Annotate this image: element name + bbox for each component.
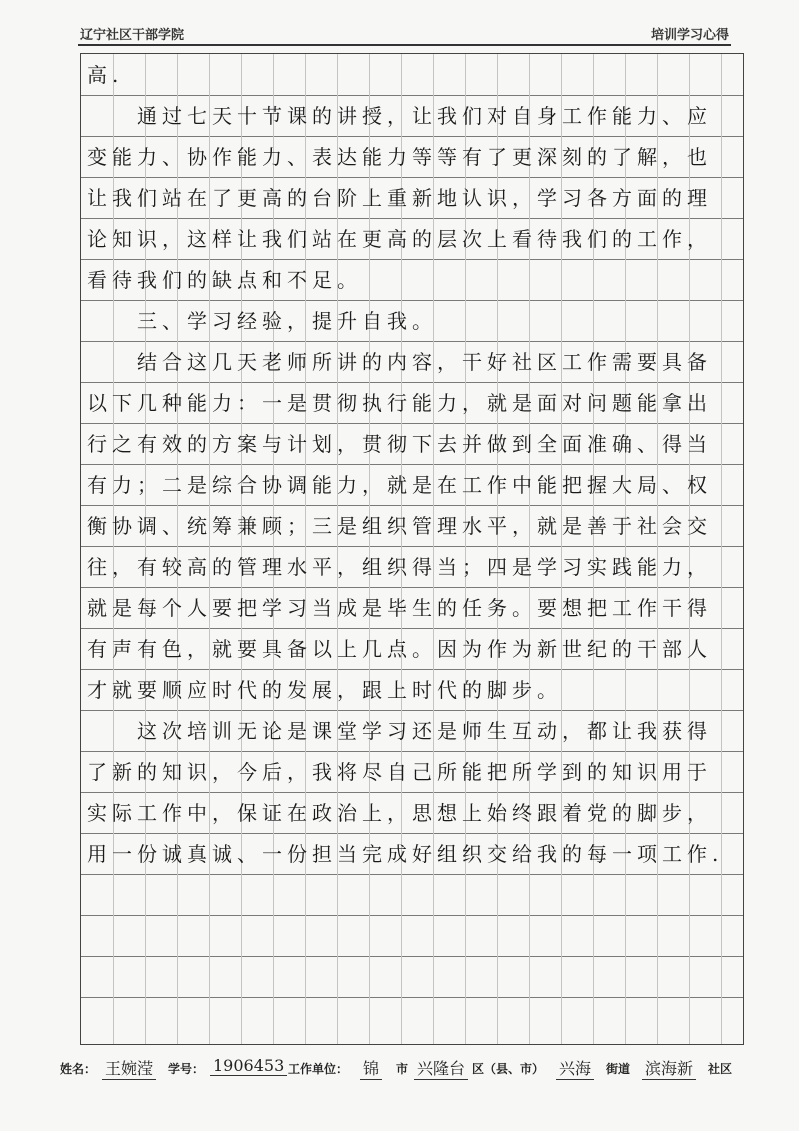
essay-line: 高.: [87, 63, 124, 87]
essay-text: [81, 54, 743, 1044]
essay-line: 用一份诚真诚、一份担当完成好组织交给我的每一项工作.: [87, 842, 724, 866]
writing-grid: [80, 53, 744, 1045]
district-value: 兴隆台: [414, 1056, 468, 1080]
city-value: 锦: [360, 1056, 382, 1080]
name-label: 姓名：: [60, 1062, 97, 1076]
essay-line: 看待我们的缺点和不足。: [87, 268, 362, 292]
essay-line: 通过七天十节课的讲授，让我们对自身工作能力、应: [87, 104, 712, 128]
essay-line: 有声有色，就要具备以上几点。因为作为新世纪的干部人: [87, 637, 712, 661]
name-value: 王婉滢: [102, 1056, 156, 1080]
street-value: 兴海: [556, 1056, 594, 1080]
essay-line: 让我们站在了更高的台阶上重新地认识，学习各方面的理: [87, 186, 712, 210]
page-header: [80, 20, 729, 44]
essay-line: 实际工作中，保证在政治上，思想上始终跟着党的脚步，: [87, 801, 712, 825]
essay-line: 衡协调、统筹兼顾；三是组织管理水平，就是善于社会交: [87, 514, 712, 538]
student-id-value: 1906453: [210, 1056, 287, 1076]
institution-name: 辽宁社区干部学院: [80, 28, 185, 43]
city-label: 市: [396, 1062, 409, 1076]
essay-line: 了新的知识，今后，我将尽自己所能把所学到的知识用于: [87, 760, 712, 784]
workplace-label: 工作单位：: [288, 1062, 349, 1076]
essay-line: 以下几种能力：一是贯彻执行能力，就是面对问题能拿出: [87, 391, 712, 415]
student-info-footer: [60, 1056, 760, 1086]
community-value: 滨海新: [642, 1056, 696, 1080]
essay-line: 这次培训无论是课堂学习还是师生互动，都让我获得: [87, 719, 712, 743]
essay-line: 有力；二是综合协调能力，就是在工作中能把握大局、权: [87, 473, 712, 497]
essay-line: 变能力、协作能力、表达能力等等有了更深刻的了解，也: [87, 145, 712, 169]
header-divider: [78, 44, 731, 46]
essay-line: 往，有较高的管理水平，组织得当；四是学习实践能力，: [87, 555, 712, 579]
district-label: 区（县、市）: [472, 1062, 545, 1076]
street-label: 街道: [606, 1062, 631, 1076]
student-id-label: 学号：: [168, 1062, 205, 1076]
essay-line: 论知识，这样让我们站在更高的层次上看待我们的工作，: [87, 227, 712, 251]
essay-line: 才就要顺应时代的发展，跟上时代的脚步。: [87, 678, 562, 702]
essay-line: 结合这几天老师所讲的内容，干好社区工作需要具备: [87, 350, 712, 374]
essay-line: 行之有效的方案与计划，贯彻下去并做到全面准确、得当: [87, 432, 712, 456]
essay-line: 就是每个人要把学习当成是毕生的任务。要想把工作干得: [87, 596, 712, 620]
essay-line: 三、学习经验，提升自我。: [87, 309, 437, 333]
document-type: 培训学习心得: [650, 28, 729, 43]
community-label: 社区: [708, 1062, 733, 1076]
